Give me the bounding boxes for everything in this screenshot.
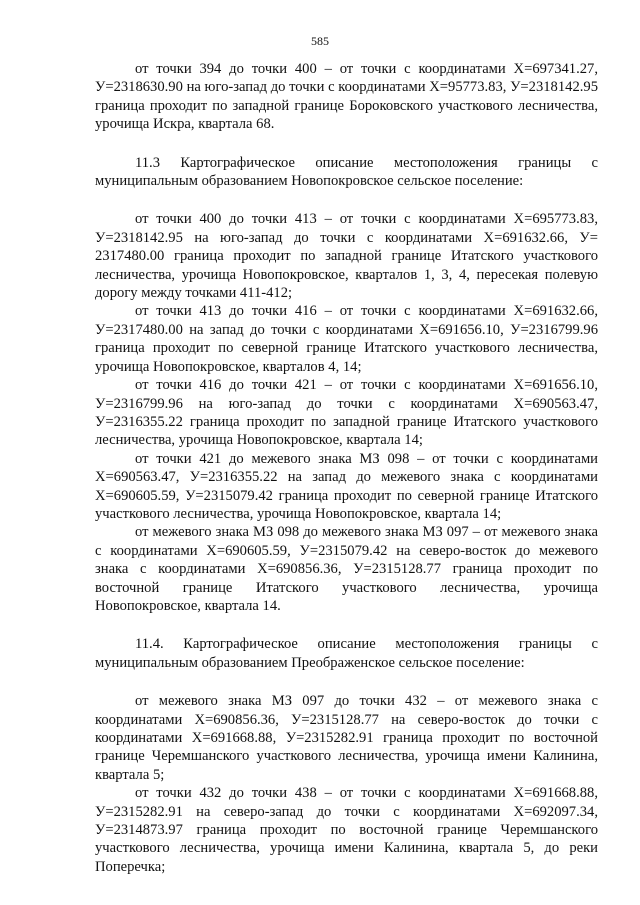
- section-heading-11-3: 11.3 Картографическое описание местоположения границы с муниципальным образованием Новопокровское сельское поселение:: [95, 154, 598, 190]
- paragraph-11-4-2: от точки 432 до точки 438 – от точки с координатами Х=691668.88, У=2315282.91 на северо-запад до точки с координатами Х=692097.34, У=2314873.97 граница проходит по восточной границе Черемшанского участкового лесничества, урочища имени Калинина, квартала 5, до реки Поперечка;: [95, 785, 598, 875]
- section-heading-11-4: 11.4. Картографическое описание местоположения границы с муниципальным образованием Преображенское сельское поселение:: [95, 636, 598, 671]
- paragraph-11-3-2: от точки 413 до точки 416 – от точки с координатами Х=691632.66, У=2317480.00 на запад до точки с координатами Х=691656.10, У=2316799.96 граница проходит по северной границе Итатского участкового лесничества, урочища Новопокровское, кварталов 4, 14;: [95, 303, 598, 375]
- paragraph-11-3-3: от точки 416 до точки 421 – от точки с координатами Х=691656.10, У=2316799.96 на юго-запад до точки с координатами Х=690563.47, У=2316355.22 граница проходит по западной границе Итатского участкового лесничества, урочища Новопокровское, квартала 14;: [95, 377, 598, 449]
- paragraph-intro: от точки 394 до точки 400 – от точки с координатами Х=697341.27, У=2318630.90 на юго-запад до точки с координатами Х=95773.83, У=2318142.95 граница проходит по западной границе Бороковского участкового лесничества, урочища Искра, квартала 68.: [95, 61, 598, 133]
- paragraph-11-3-1: от точки 400 до точки 413 – от точки с координатами Х=695773.83, У=2318142.95 на юго-запад до точки с координатами Х=691632.66, У= 2317480.00 граница проходит по западной границе Итатского участкового лесничества, урочища Новопокровское, кварталов 1, 3, 4, пересекая полевую дорогу между точками 411-412;: [95, 211, 598, 302]
- page-number: 585: [311, 34, 329, 48]
- document-body: [95, 60, 598, 876]
- paragraph-11-3-5: от межевого знака МЗ 098 до межевого знака МЗ 097 – от межевого знака с координатами Х=690605.59, У=2315079.42 на северо-восток до межевого знака с координатами Х=690856.36, У=2315128.77 граница проходит по восточной границе Итатского участкового лесничества, урочища Новопокровское, квартала 14.: [95, 524, 598, 614]
- paragraph-11-4-1: от межевого знака МЗ 097 до точки 432 – от межевого знака с координатами Х=690856.36, У=2315128.77 на северо-восток до точки с координатами Х=691668.88, У=2315282.91 граница проходит по восточной границе Черемшанского участкового лесничества, урочища имени Калинина, квартала 5;: [95, 693, 598, 783]
- paragraph-11-3-4: от точки 421 до межевого знака МЗ 098 – от точки с координатами Х=690563.47, У=2316355.22 на запад до межевого знака с координатами Х=690605.59, У=2315079.42 граница проходит по северной границе Итатского участкового лесничества, урочища Новопокровское, квартала 14;: [95, 450, 598, 522]
